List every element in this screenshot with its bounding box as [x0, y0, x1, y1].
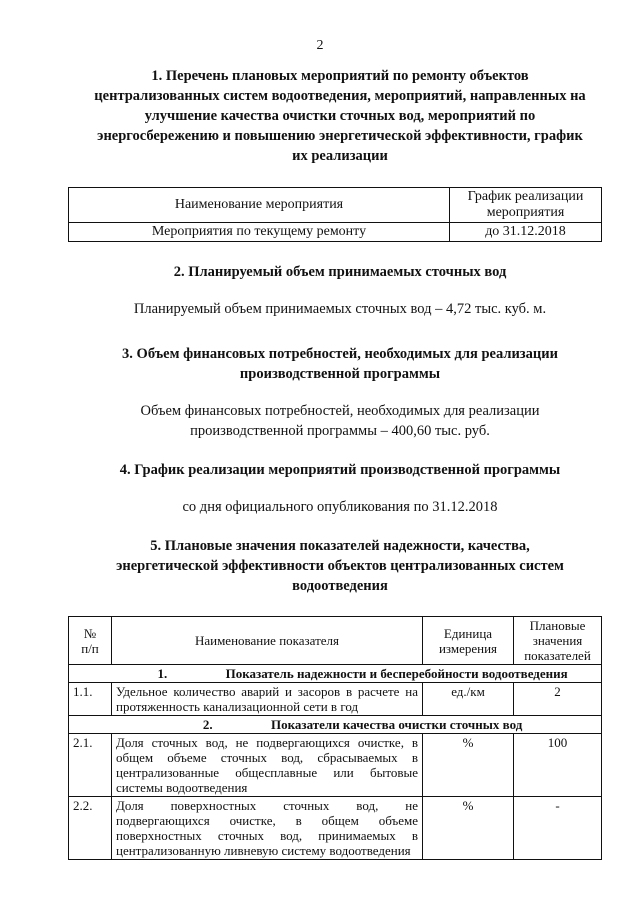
section4-heading: 4. График реализации мероприятий производственной программы — [119, 462, 561, 478]
measure-name-cell: Мероприятия по текущему ремонту — [69, 223, 450, 242]
header-value-line: значения — [532, 633, 583, 648]
table-row — [69, 734, 602, 797]
header-schedule-line: График реализации — [467, 189, 584, 204]
header-indicator-name: Наименование показателя — [112, 617, 423, 665]
section2-heading: 2. Планируемый объем принимаемых сточных вод — [173, 264, 507, 280]
section5-heading — [40, 536, 640, 596]
group-title: Показатель надежности и бесперебойности водоотведения — [225, 666, 568, 681]
row-value: - — [514, 797, 602, 860]
measure-schedule-cell: до 31.12.2018 — [450, 223, 602, 242]
heading-line: энергосбережению и повышению энергетической эффективности, график — [97, 128, 583, 144]
table-group-row — [69, 665, 602, 683]
row-indicator-name: Доля сточных вод, не подвергающихся очистке, в общем объеме сточных вод, сбрасываемых в централизованные общесплавные или бытовые системы водоотведения — [112, 734, 423, 797]
group-number: 1. — [157, 666, 168, 681]
page-number: 2 — [316, 38, 324, 53]
section2-text: Планируемый объем принимаемых сточных вод – 4,72 тыс. куб. м. — [133, 301, 547, 317]
row-value: 100 — [514, 734, 602, 797]
header-schedule-line: мероприятия — [486, 205, 565, 220]
header-num-line: № — [83, 625, 97, 641]
row-unit: ед./км — [423, 683, 514, 716]
section4-text: со дня официального опубликования по 31.12.2018 — [182, 499, 498, 515]
heading-line: 5. Плановые значения показателей надежности, качества, — [150, 538, 530, 554]
header-planned-value — [514, 617, 602, 665]
header-unit-line: Единица — [443, 625, 493, 641]
heading-line: централизованных систем водоотведения, мероприятий, направленных на — [94, 88, 586, 104]
heading-line: улучшение качества очистки сточных вод, мероприятий по — [144, 108, 536, 124]
group-number: 2. — [202, 717, 213, 732]
text-line: производственной программы – 400,60 тыс. руб. — [190, 423, 490, 439]
header-num — [69, 617, 112, 665]
group-title: Показатели качества очистки сточных вод — [270, 717, 523, 732]
section1-heading — [60, 66, 620, 166]
table-header-row — [69, 617, 602, 665]
heading-line: энергетической эффективности объектов централизованных систем — [116, 558, 564, 574]
text-line: Объем финансовых потребностей, необходимых для реализации — [140, 403, 540, 419]
row-unit: % — [423, 797, 514, 860]
group-reliability — [69, 665, 602, 683]
header-unit — [423, 617, 514, 665]
header-unit-line: измерения — [438, 640, 498, 656]
row-number: 2.2. — [69, 797, 112, 860]
row-unit: % — [423, 734, 514, 797]
table-header-row — [69, 188, 602, 223]
table-group-row — [69, 716, 602, 734]
row-value: 2 — [514, 683, 602, 716]
section3-heading — [40, 344, 640, 384]
row-indicator-name: Доля поверхностных сточных вод, не подвергающихся очистке, в общем объеме поверхностных сточных вод, принимаемых в централизованную ливневую систему водоотведения — [112, 797, 423, 860]
table-row — [69, 797, 602, 860]
heading-line: производственной программы — [239, 366, 441, 382]
row-number: 1.1. — [69, 683, 112, 716]
measures-table — [68, 187, 602, 242]
heading-line: водоотведения — [292, 578, 388, 594]
header-num-line: п/п — [81, 640, 99, 656]
header-value-line: показателей — [524, 648, 591, 663]
indicators-table — [68, 616, 602, 860]
heading-line: 3. Объем финансовых потребностей, необходимых для реализации — [122, 346, 558, 362]
heading-line: 1. Перечень плановых мероприятий по ремонту объектов — [151, 68, 529, 84]
table-row — [69, 223, 602, 242]
row-indicator-name: Удельное количество аварий и засоров в расчете на протяженность канализационной сети в год — [112, 683, 423, 716]
group-quality — [69, 716, 602, 734]
header-measure-name: Наименование мероприятия — [69, 188, 450, 223]
row-number: 2.1. — [69, 734, 112, 797]
table-row — [69, 683, 602, 716]
section3-text — [40, 401, 640, 441]
heading-line: их реализации — [292, 148, 388, 164]
header-value-line: Плановые — [529, 618, 586, 633]
header-schedule — [450, 188, 602, 223]
